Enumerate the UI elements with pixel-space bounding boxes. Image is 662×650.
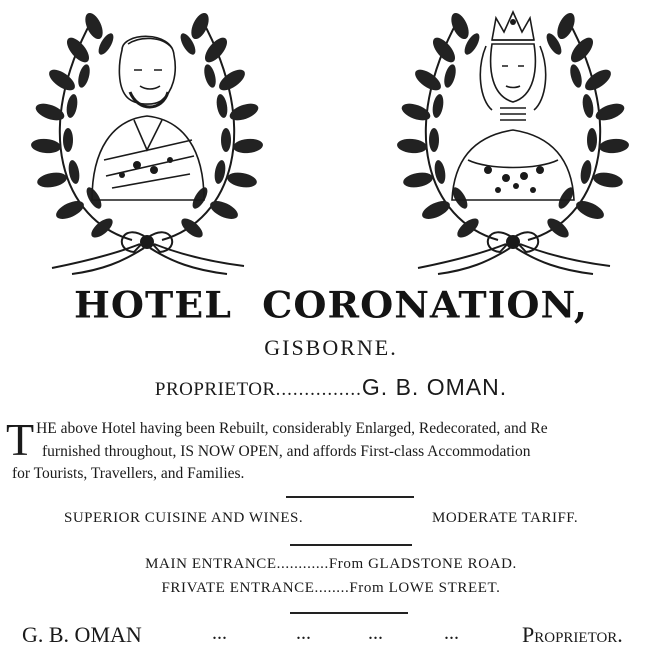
feature-cuisine: SUPERIOR CUISINE AND WINES. [64, 510, 304, 526]
proprietor-name: G. B. OMAN. [361, 374, 508, 400]
divider-rule [290, 612, 408, 614]
private-entrance: FRIVATE ENTRANCE........From LOWE STREET. [161, 580, 501, 596]
portrait-king [22, 0, 272, 276]
body-line-2: furnished throughout, IS NOW OPEN, and affords First-class Accommodation [42, 442, 531, 460]
proprietor-label: PROPRIETOR [154, 379, 276, 400]
footer-dots: ... [296, 622, 311, 644]
body-line-3: for Tourists, Travellers, and Families. [12, 465, 245, 482]
drop-cap: T [6, 414, 35, 465]
body-paragraph [6, 414, 662, 486]
divider-rule [290, 544, 412, 546]
footer-name: G. B. OMAN [22, 622, 142, 647]
laurel-wreath-portrait-queen-icon [388, 0, 638, 276]
proprietor-dots: ............... [275, 379, 362, 400]
main-entrance: MAIN ENTRANCE............From GLADSTONE ROAD. [145, 556, 517, 572]
proprietor-line [0, 374, 662, 401]
footer-title: Proprietor. [522, 622, 623, 647]
laurel-wreath-portrait-king-icon [22, 0, 272, 276]
divider-rule [286, 496, 414, 498]
footer-dots: ... [444, 622, 459, 644]
feature-tariff: MODERATE TARIFF. [432, 510, 579, 526]
hotel-title: HOTEL CORONATION, [73, 283, 589, 326]
body-line-1: HE above Hotel having been Rebuilt, considerably Enlarged, Redecorated, and Re [36, 420, 548, 437]
portrait-queen [388, 0, 638, 276]
footer-dots: ... [368, 622, 383, 644]
hotel-location: GISBORNE. [264, 335, 398, 360]
footer-dots: ... [212, 622, 227, 644]
